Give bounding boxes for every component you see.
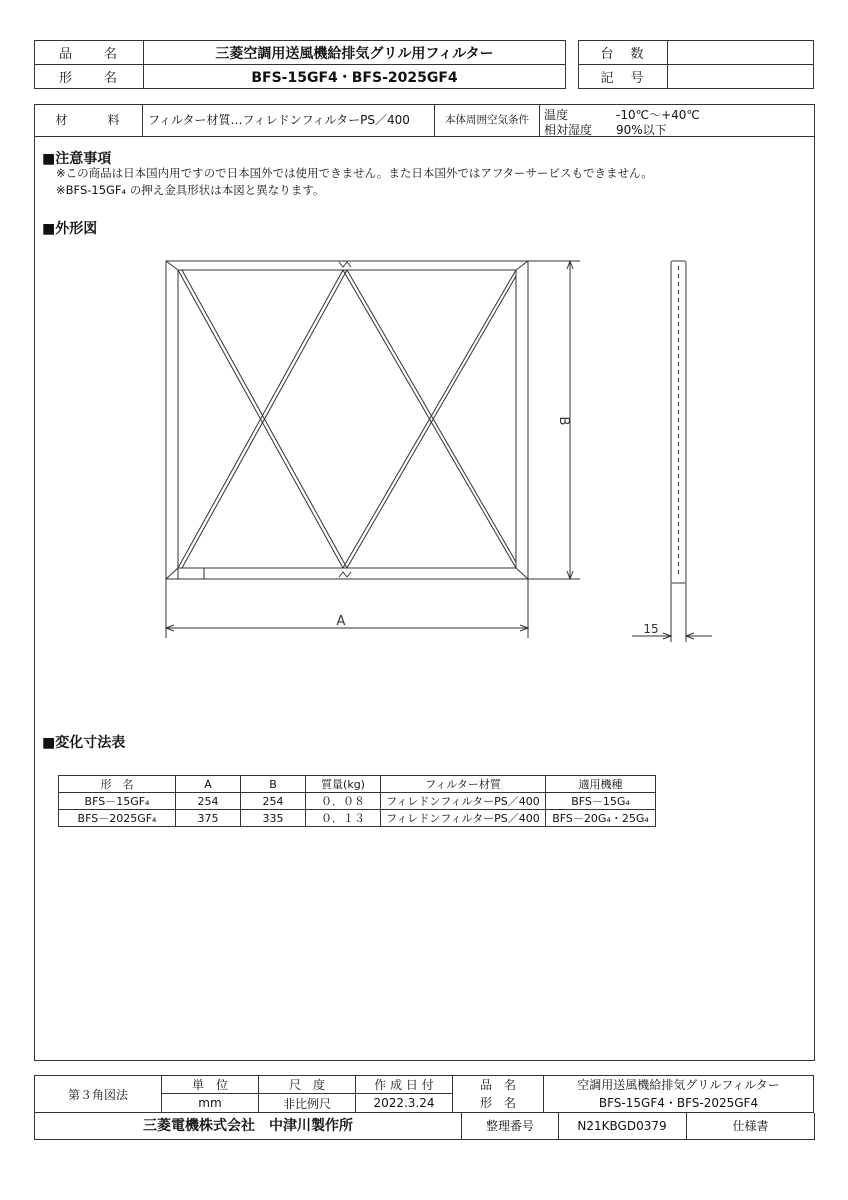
product-name: 三菱空調用送風機給排気グリル用フィルター	[144, 41, 566, 65]
quantity-label: 台 数	[579, 41, 668, 65]
depth-dimension-label: 15	[643, 622, 659, 636]
filter-inner-frame	[178, 270, 516, 568]
note-line-2: ※BFS-15GF₄ の押え金具形状は本図と異なります。	[56, 183, 325, 197]
cell: ０．０８	[306, 793, 381, 810]
model-label: 形 名	[35, 65, 144, 89]
col-header: B	[241, 776, 306, 793]
side-view	[632, 261, 712, 642]
cross-wires	[178, 270, 516, 568]
unit-value: mm	[162, 1094, 259, 1113]
cell: BFS－15G₄	[546, 793, 656, 810]
cell: BFS－2025GF₄	[59, 810, 176, 827]
cell: 254	[241, 793, 306, 810]
material-label: 材 料	[34, 104, 143, 136]
dimension-table	[58, 775, 656, 827]
col-header: 質量(kg)	[306, 776, 381, 793]
company-name: 三菱電機株式会社 中津川製作所	[143, 1118, 353, 1134]
footer-model-value: BFS-15GF4・BFS-2025GF4	[544, 1094, 814, 1113]
scale-value: 非比例尺	[259, 1094, 356, 1113]
table-row	[59, 793, 656, 810]
filter-outer-frame	[166, 261, 528, 579]
dimension-b-label: B	[556, 416, 571, 426]
cell: 375	[176, 810, 241, 827]
cell: BFS－20G₄・25G₄	[546, 810, 656, 827]
product-name-label: 品 名	[35, 41, 144, 65]
col-header: フィルター材質	[381, 776, 546, 793]
unit-label: 単 位	[162, 1076, 259, 1094]
cell: BFS－15GF₄	[59, 793, 176, 810]
cell: フィレドンフィルターPS／400	[381, 810, 546, 827]
temp-label: 温度	[544, 108, 569, 122]
cell: ０．１３	[306, 810, 381, 827]
outline-title: ■外形図	[42, 221, 98, 237]
doc-type: 仕様書	[732, 1119, 769, 1133]
footer-name-value: 空調用送風機給排気グリルフィルター	[544, 1076, 814, 1094]
material-value: フィルター材質…フィレドンフィルターPS／400	[148, 113, 410, 127]
col-header: 適用機種	[546, 776, 656, 793]
footer-name-label: 品 名	[453, 1076, 544, 1094]
note-line-1: ※この商品は日本国内用ですので日本国外では使用できません。また日本国外ではアフターサービスもできません。	[56, 166, 653, 180]
date-label: 作 成 日 付	[356, 1076, 453, 1094]
col-header: 形 名	[59, 776, 176, 793]
doc-number-label: 整理番号	[461, 1113, 559, 1139]
doc-number: N21KBGD0379	[558, 1113, 687, 1139]
clip-tab	[178, 568, 204, 579]
model-number: BFS-15GF4・BFS-2025GF4	[144, 65, 566, 89]
humidity-value: 90%以下	[616, 123, 667, 137]
footer-bottom-row	[34, 1113, 815, 1140]
cell: フィレドンフィルターPS／400	[381, 793, 546, 810]
footer-block	[34, 1075, 814, 1113]
dimension-table-title: ■変化寸法表	[42, 735, 126, 751]
notes-title: ■注意事項	[42, 151, 112, 167]
cell: 254	[176, 793, 241, 810]
dimension-a-label: A	[336, 614, 346, 629]
scale-label: 尺 度	[259, 1076, 356, 1094]
table-row	[59, 810, 656, 827]
bottom-clip	[339, 572, 351, 577]
projection-method: 第３角図法	[35, 1076, 162, 1113]
env-label: 本体周囲空気条件	[434, 104, 540, 136]
table-header-row	[59, 776, 656, 793]
humidity-label: 相対湿度	[544, 123, 593, 137]
mark-label: 記 号	[579, 65, 668, 89]
top-clip	[339, 262, 351, 267]
temp-value: -10℃～+40℃	[616, 108, 700, 122]
col-header: A	[176, 776, 241, 793]
footer-model-label: 形 名	[453, 1094, 544, 1113]
date-value: 2022.3.24	[356, 1094, 453, 1113]
cell: 335	[241, 810, 306, 827]
